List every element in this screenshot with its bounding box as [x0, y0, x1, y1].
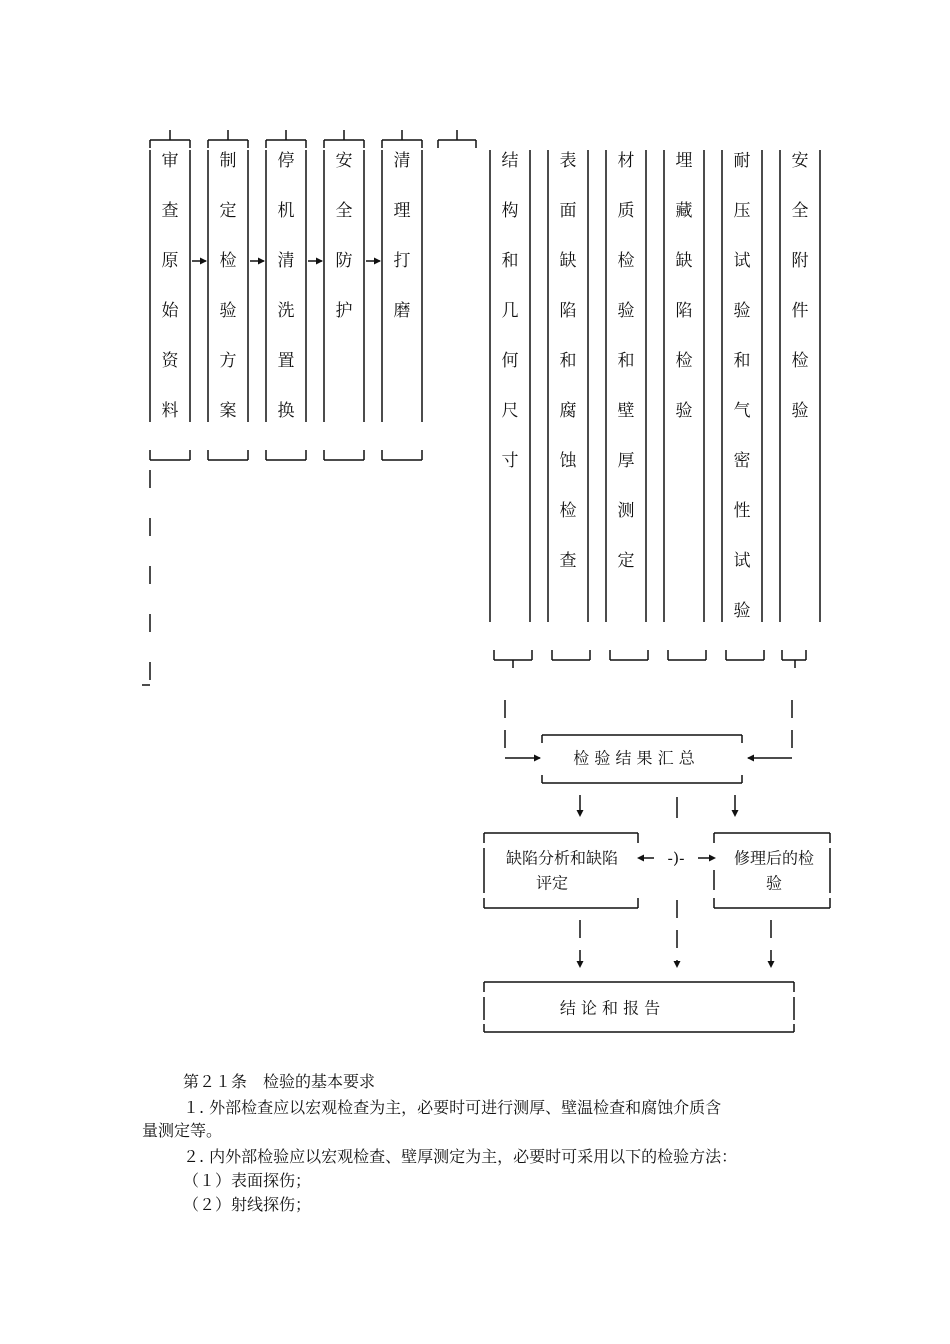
column-char: 尺	[501, 401, 519, 421]
paragraph-2: ２. 内外部检验应以宏观检查、壁厚测定为主，必要时可采用以下的检验方法：	[183, 1147, 738, 1166]
column-char: 何	[501, 351, 519, 371]
column-char: 缺	[675, 251, 693, 271]
column-char: 构	[501, 201, 519, 221]
column-char: 检	[559, 501, 577, 521]
step-arrow-head	[374, 258, 381, 265]
column-char: 防	[335, 251, 353, 271]
down-head	[577, 810, 584, 817]
column-char: 全	[791, 201, 809, 221]
column-char: 查	[559, 551, 577, 571]
column-char: 查	[161, 201, 179, 221]
column-char: 全	[335, 201, 353, 221]
step-arrow-head	[316, 258, 323, 265]
column-char: 检	[617, 251, 635, 271]
conclusion-label: 结 论 和 报 告	[559, 998, 661, 1018]
column-char: 检	[219, 251, 237, 271]
list-item-2: （２）射线探伤；	[183, 1195, 312, 1214]
column-char: 和	[559, 351, 577, 371]
column-char: 审	[161, 151, 179, 171]
repair-box-line1: 修理后的检	[733, 848, 815, 868]
column-char: 清	[393, 151, 411, 171]
column-char: 压	[733, 201, 751, 221]
column-char: 陷	[675, 301, 693, 321]
column-char: 制	[219, 151, 237, 171]
column-char: 件	[791, 301, 809, 321]
column-char: 验	[791, 401, 809, 421]
column-char: 藏	[675, 201, 693, 221]
conclusion-head	[674, 961, 681, 968]
column-char: 表	[559, 151, 577, 171]
column-char: 打	[393, 251, 411, 271]
column-char: 始	[161, 301, 179, 321]
paragraph-1-line-1: １. 外部检查应以宏观检查为主，必要时可进行测厚、壁温检查和腐蚀介质含	[183, 1098, 722, 1117]
defect-box-line2: 评定	[535, 873, 569, 893]
column-char: 理	[393, 201, 411, 221]
forward-arrow-head	[709, 855, 716, 862]
column-char: 验	[733, 601, 751, 621]
list-item-1: （１）表面探伤；	[183, 1171, 312, 1190]
column-char: 验	[219, 301, 237, 321]
column-char: 面	[559, 201, 577, 221]
conclusion-head	[768, 961, 775, 968]
column-char: 验	[675, 401, 693, 421]
column-char: 埋	[675, 151, 693, 171]
column-char: 试	[733, 251, 751, 271]
column-char: 陷	[559, 301, 577, 321]
column-char: 测	[617, 501, 635, 521]
column-char: 护	[335, 301, 353, 321]
column-char: 和	[617, 351, 635, 371]
column-char: 质	[617, 201, 635, 221]
conclusion-head	[577, 961, 584, 968]
paragraph-1-line-2: 量测定等。	[142, 1121, 223, 1140]
column-char: 方	[219, 351, 237, 371]
column-char: 检	[675, 351, 693, 371]
column-char: 缺	[559, 251, 577, 271]
step-arrow-head	[200, 258, 207, 265]
column-char: 厚	[617, 451, 635, 471]
column-char: 磨	[393, 301, 411, 321]
column-char: 寸	[501, 451, 519, 471]
column-char: 结	[501, 151, 519, 171]
column-char: 验	[733, 301, 751, 321]
preparation-steps	[142, 130, 476, 685]
repair-box-line2: 验	[765, 873, 783, 893]
column-char: 验	[617, 301, 635, 321]
column-char: 检	[791, 351, 809, 371]
result-flow	[484, 700, 830, 1032]
column-char: 洗	[277, 301, 295, 321]
column-char: 性	[733, 501, 751, 521]
column-char: 换	[277, 401, 295, 421]
column-char: 料	[161, 401, 179, 421]
down-head	[732, 810, 739, 817]
column-char: 蚀	[559, 451, 577, 471]
column-char: 定	[617, 551, 635, 571]
column-char: 密	[733, 451, 751, 471]
column-char: 和	[501, 251, 519, 271]
column-char: 耐	[733, 151, 751, 171]
dash-connector-label: -)-	[667, 848, 685, 868]
defect-box-line1: 缺陷分析和缺陷	[505, 848, 619, 868]
step-arrow-head	[258, 258, 265, 265]
column-char: 腐	[559, 401, 577, 421]
column-char: 案	[219, 401, 237, 421]
column-char: 资	[161, 351, 179, 371]
column-char: 原	[161, 251, 179, 271]
column-char: 清	[277, 251, 295, 271]
column-char: 机	[277, 201, 295, 221]
right-feed-head	[747, 755, 754, 762]
column-char: 材	[617, 151, 635, 171]
column-char: 附	[791, 251, 809, 271]
column-char: 安	[335, 151, 353, 171]
left-feed-head	[534, 755, 541, 762]
back-arrow-head	[637, 855, 644, 862]
column-char: 壁	[617, 401, 635, 421]
column-char: 几	[501, 301, 519, 321]
column-char: 安	[791, 151, 809, 171]
inspection-items	[490, 150, 820, 668]
column-char: 气	[733, 401, 751, 421]
column-char: 置	[277, 351, 295, 371]
summary-label: 检 验 结 果 汇 总	[573, 748, 695, 768]
column-char: 试	[733, 551, 751, 571]
column-char: 定	[219, 201, 237, 221]
article-heading: 第２１条 检验的基本要求	[183, 1072, 376, 1091]
column-char: 停	[277, 151, 295, 171]
column-char: 和	[733, 351, 751, 371]
